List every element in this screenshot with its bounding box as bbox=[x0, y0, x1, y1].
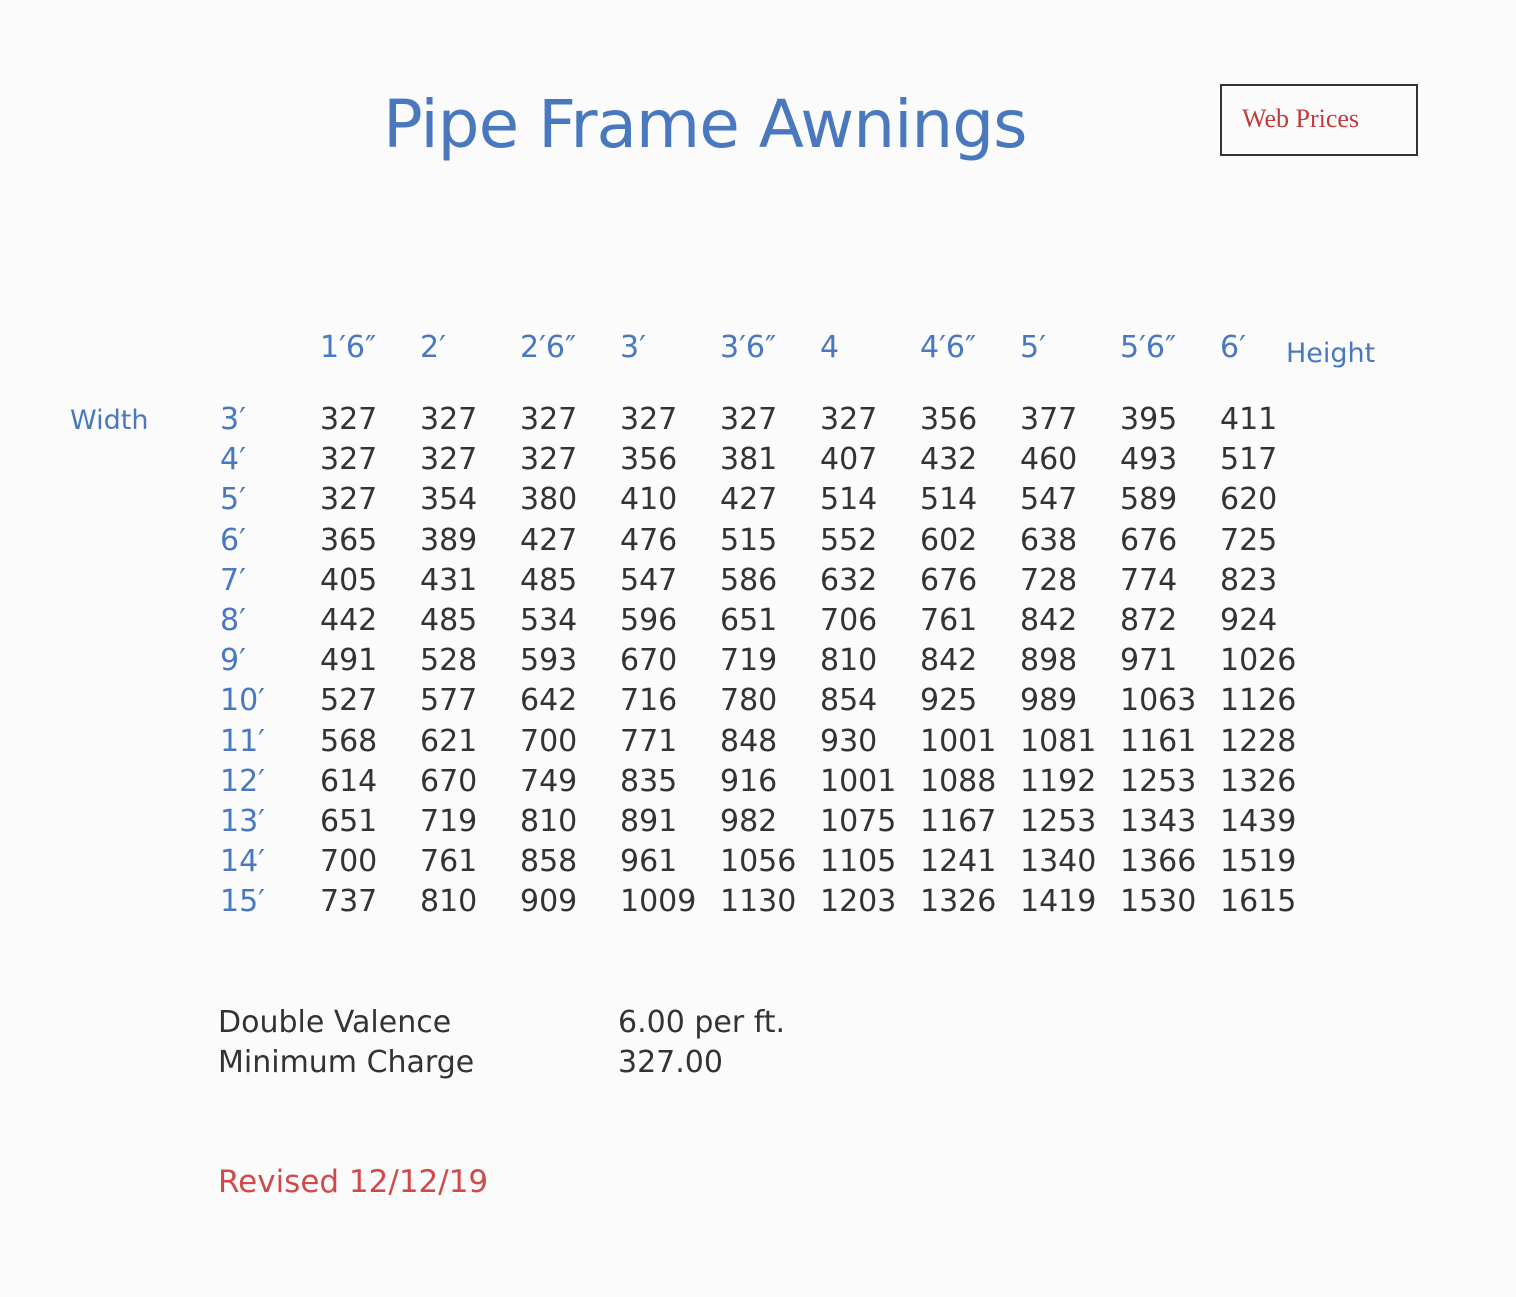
price-cell: 725 bbox=[1220, 523, 1278, 558]
price-cell: 719 bbox=[420, 804, 478, 839]
price-cell: 327 bbox=[720, 402, 778, 437]
price-cell: 354 bbox=[420, 482, 478, 517]
price-cell: 706 bbox=[820, 603, 878, 638]
price-cell: 327 bbox=[420, 402, 478, 437]
price-cell: 1001 bbox=[820, 764, 897, 799]
price-cell: 842 bbox=[1020, 603, 1078, 638]
price-cell: 728 bbox=[1020, 563, 1078, 598]
price-cell: 485 bbox=[520, 563, 578, 598]
price-cell: 356 bbox=[620, 442, 678, 477]
price-cell: 568 bbox=[320, 724, 378, 759]
price-cell: 620 bbox=[1220, 482, 1278, 517]
price-cell: 971 bbox=[1120, 643, 1178, 678]
price-cell: 1001 bbox=[920, 724, 997, 759]
price-cell: 1192 bbox=[1020, 764, 1097, 799]
price-cell: 632 bbox=[820, 563, 878, 598]
price-cell: 491 bbox=[320, 643, 378, 678]
price-cell: 527 bbox=[320, 683, 378, 718]
web-prices-label: Web Prices bbox=[1242, 104, 1360, 133]
price-cell: 552 bbox=[820, 523, 878, 558]
price-cell: 514 bbox=[820, 482, 878, 517]
width-row-label: 10′ bbox=[220, 683, 265, 718]
price-cell: 823 bbox=[1220, 563, 1278, 598]
price-cell: 642 bbox=[520, 683, 578, 718]
price-cell: 982 bbox=[720, 804, 778, 839]
width-axis-label: Width bbox=[70, 405, 149, 436]
price-cell: 700 bbox=[320, 844, 378, 879]
price-cell: 761 bbox=[920, 603, 978, 638]
width-row-label: 7′ bbox=[220, 563, 246, 598]
price-cell: 327 bbox=[520, 442, 578, 477]
price-cell: 670 bbox=[420, 764, 478, 799]
height-header: 5′6″ bbox=[1120, 330, 1177, 365]
price-cell: 1167 bbox=[920, 804, 997, 839]
price-cell: 485 bbox=[420, 603, 478, 638]
price-cell: 460 bbox=[1020, 442, 1078, 477]
price-cell: 514 bbox=[920, 482, 978, 517]
price-cell: 1343 bbox=[1120, 804, 1197, 839]
price-cell: 909 bbox=[520, 884, 578, 919]
width-row-label: 14′ bbox=[220, 844, 265, 879]
price-cell: 365 bbox=[320, 523, 378, 558]
price-cell: 676 bbox=[1120, 523, 1178, 558]
height-header: 2′ bbox=[420, 330, 446, 365]
width-row-label: 6′ bbox=[220, 523, 246, 558]
note-value: 327.00 bbox=[618, 1045, 723, 1080]
price-cell: 1439 bbox=[1220, 804, 1297, 839]
price-cell: 1161 bbox=[1120, 724, 1197, 759]
price-cell: 774 bbox=[1120, 563, 1178, 598]
price-cell: 381 bbox=[720, 442, 778, 477]
price-cell: 389 bbox=[420, 523, 478, 558]
price-cell: 716 bbox=[620, 683, 678, 718]
price-cell: 854 bbox=[820, 683, 878, 718]
width-row-label: 8′ bbox=[220, 603, 246, 638]
height-header: 3′ bbox=[620, 330, 646, 365]
height-header: 1′6″ bbox=[320, 330, 377, 365]
width-row-label: 12′ bbox=[220, 764, 265, 799]
price-cell: 493 bbox=[1120, 442, 1178, 477]
price-cell: 1419 bbox=[1020, 884, 1097, 919]
price-cell: 858 bbox=[520, 844, 578, 879]
price-cell: 925 bbox=[920, 683, 978, 718]
width-row-label: 3′ bbox=[220, 402, 246, 437]
price-cell: 638 bbox=[1020, 523, 1078, 558]
price-cell: 719 bbox=[720, 643, 778, 678]
price-cell: 411 bbox=[1220, 402, 1278, 437]
price-cell: 427 bbox=[720, 482, 778, 517]
price-cell: 547 bbox=[620, 563, 678, 598]
height-header: 3′6″ bbox=[720, 330, 777, 365]
price-cell: 1126 bbox=[1220, 683, 1297, 718]
price-cell: 771 bbox=[620, 724, 678, 759]
price-cell: 442 bbox=[320, 603, 378, 638]
price-cell: 1075 bbox=[820, 804, 897, 839]
price-cell: 602 bbox=[920, 523, 978, 558]
price-cell: 395 bbox=[1120, 402, 1178, 437]
height-header: 4 bbox=[820, 330, 840, 365]
price-cell: 547 bbox=[1020, 482, 1078, 517]
height-header: 4′6″ bbox=[920, 330, 977, 365]
width-row-label: 13′ bbox=[220, 804, 265, 839]
price-cell: 872 bbox=[1120, 603, 1178, 638]
price-cell: 1130 bbox=[720, 884, 797, 919]
price-cell: 1081 bbox=[1020, 724, 1097, 759]
page-title: Pipe Frame Awnings bbox=[383, 86, 1027, 163]
note-value: 6.00 per ft. bbox=[618, 1005, 786, 1040]
price-cell: 410 bbox=[620, 482, 678, 517]
price-cell: 810 bbox=[520, 804, 578, 839]
price-cell: 676 bbox=[920, 563, 978, 598]
price-cell: 1241 bbox=[920, 844, 997, 879]
width-row-label: 5′ bbox=[220, 482, 246, 517]
price-cell: 327 bbox=[820, 402, 878, 437]
width-row-label: 9′ bbox=[220, 643, 246, 678]
price-cell: 737 bbox=[320, 884, 378, 919]
price-cell: 327 bbox=[620, 402, 678, 437]
price-cell: 989 bbox=[1020, 683, 1078, 718]
price-cell: 780 bbox=[720, 683, 778, 718]
width-row-label: 4′ bbox=[220, 442, 246, 477]
price-cell: 327 bbox=[320, 482, 378, 517]
price-cell: 835 bbox=[620, 764, 678, 799]
price-cell: 621 bbox=[420, 724, 478, 759]
price-cell: 810 bbox=[420, 884, 478, 919]
price-cell: 1519 bbox=[1220, 844, 1297, 879]
price-cell: 651 bbox=[320, 804, 378, 839]
price-cell: 476 bbox=[620, 523, 678, 558]
price-cell: 377 bbox=[1020, 402, 1078, 437]
price-cell: 1615 bbox=[1220, 884, 1297, 919]
price-cell: 891 bbox=[620, 804, 678, 839]
price-cell: 407 bbox=[820, 442, 878, 477]
height-axis-label: Height bbox=[1286, 338, 1376, 369]
price-cell: 534 bbox=[520, 603, 578, 638]
price-cell: 670 bbox=[620, 643, 678, 678]
price-cell: 848 bbox=[720, 724, 778, 759]
price-cell: 916 bbox=[720, 764, 778, 799]
price-cell: 589 bbox=[1120, 482, 1178, 517]
width-row-label: 11′ bbox=[220, 724, 265, 759]
price-cell: 1326 bbox=[1220, 764, 1297, 799]
price-cell: 327 bbox=[320, 402, 378, 437]
price-cell: 405 bbox=[320, 563, 378, 598]
price-cell: 427 bbox=[520, 523, 578, 558]
price-cell: 700 bbox=[520, 724, 578, 759]
price-cell: 1088 bbox=[920, 764, 997, 799]
price-cell: 1366 bbox=[1120, 844, 1197, 879]
price-cell: 1340 bbox=[1020, 844, 1097, 879]
note-label: Double Valence bbox=[218, 1005, 452, 1040]
price-cell: 1326 bbox=[920, 884, 997, 919]
price-cell: 749 bbox=[520, 764, 578, 799]
price-cell: 1203 bbox=[820, 884, 897, 919]
price-cell: 924 bbox=[1220, 603, 1278, 638]
height-header: 2′6″ bbox=[520, 330, 577, 365]
price-cell: 651 bbox=[720, 603, 778, 638]
price-cell: 327 bbox=[320, 442, 378, 477]
height-header: 6′ bbox=[1220, 330, 1246, 365]
price-cell: 1026 bbox=[1220, 643, 1297, 678]
price-cell: 327 bbox=[520, 402, 578, 437]
price-cell: 577 bbox=[420, 683, 478, 718]
web-prices-badge bbox=[1220, 84, 1418, 156]
note-label: Minimum Charge bbox=[218, 1045, 475, 1080]
price-cell: 1530 bbox=[1120, 884, 1197, 919]
price-cell: 1056 bbox=[720, 844, 797, 879]
price-cell: 1009 bbox=[620, 884, 697, 919]
price-cell: 930 bbox=[820, 724, 878, 759]
price-cell: 614 bbox=[320, 764, 378, 799]
price-cell: 596 bbox=[620, 603, 678, 638]
price-cell: 327 bbox=[420, 442, 478, 477]
price-cell: 1105 bbox=[820, 844, 897, 879]
price-cell: 515 bbox=[720, 523, 778, 558]
price-cell: 432 bbox=[920, 442, 978, 477]
revised-date: Revised 12/12/19 bbox=[218, 1164, 489, 1200]
price-cell: 761 bbox=[420, 844, 478, 879]
price-cell: 1253 bbox=[1120, 764, 1197, 799]
price-cell: 517 bbox=[1220, 442, 1278, 477]
price-cell: 528 bbox=[420, 643, 478, 678]
price-cell: 1063 bbox=[1120, 683, 1197, 718]
price-cell: 1253 bbox=[1020, 804, 1097, 839]
width-row-label: 15′ bbox=[220, 884, 265, 919]
price-cell: 431 bbox=[420, 563, 478, 598]
price-cell: 1228 bbox=[1220, 724, 1297, 759]
price-cell: 842 bbox=[920, 643, 978, 678]
price-cell: 593 bbox=[520, 643, 578, 678]
price-cell: 380 bbox=[520, 482, 578, 517]
price-cell: 810 bbox=[820, 643, 878, 678]
height-header: 5′ bbox=[1020, 330, 1046, 365]
price-cell: 961 bbox=[620, 844, 678, 879]
price-cell: 898 bbox=[1020, 643, 1078, 678]
price-cell: 586 bbox=[720, 563, 778, 598]
price-cell: 356 bbox=[920, 402, 978, 437]
